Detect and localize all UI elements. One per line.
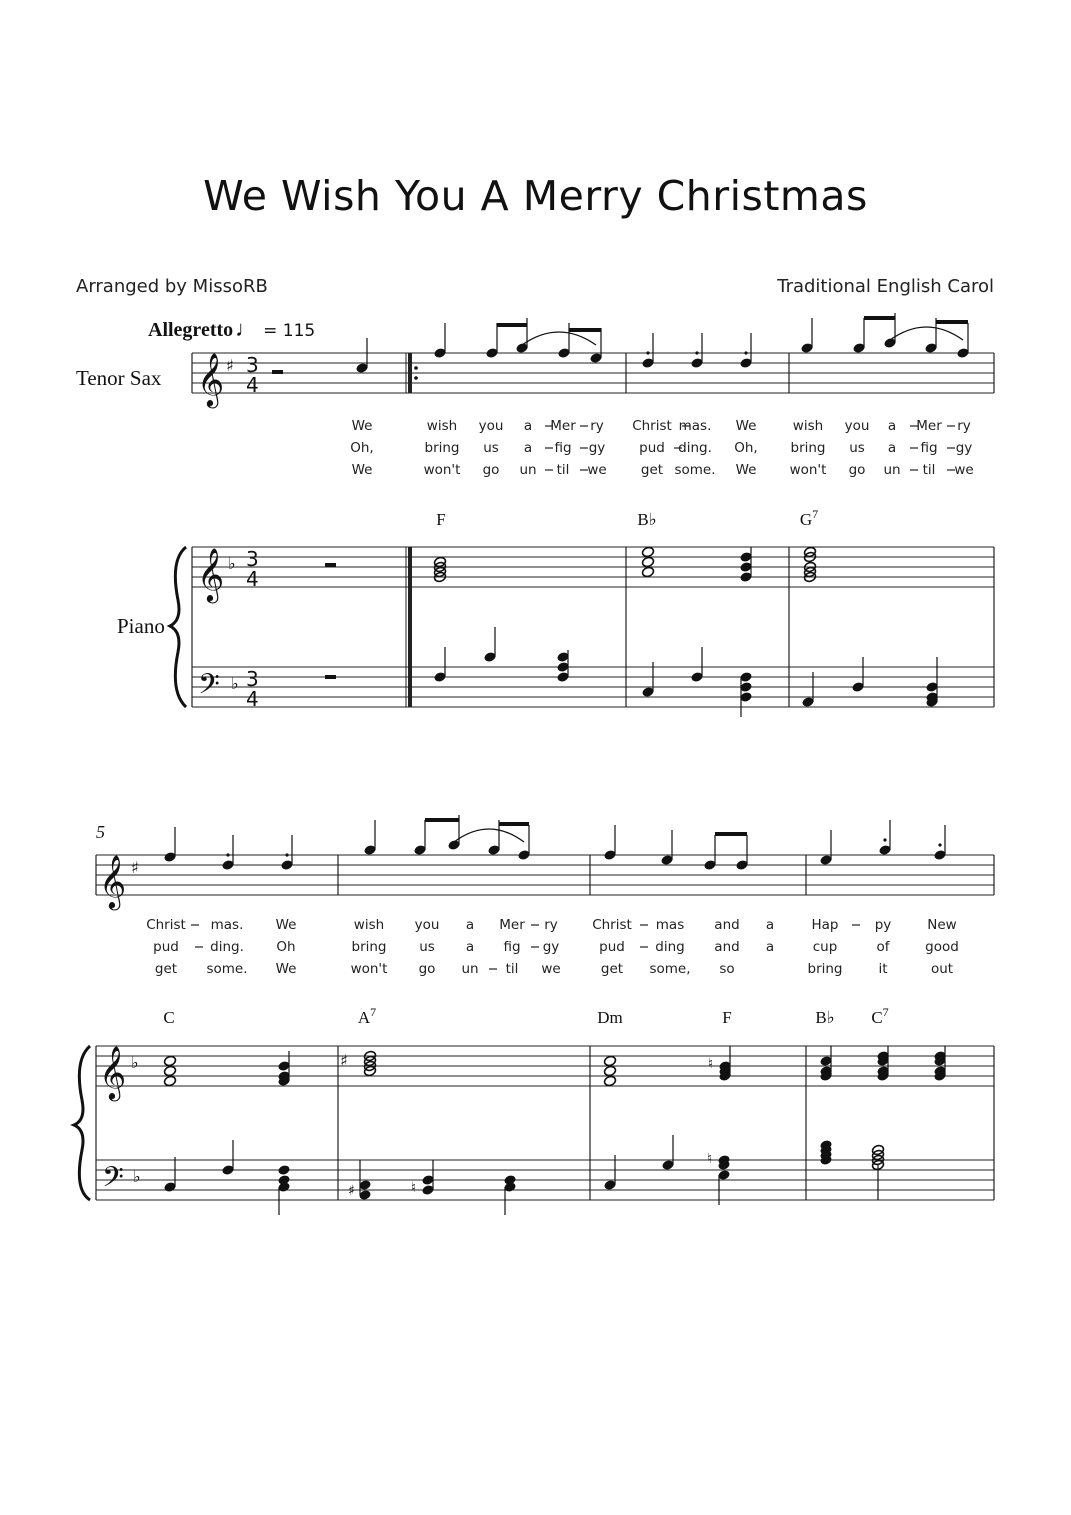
lyric-syllable: py: [874, 917, 892, 933]
lyric-syllable: We: [351, 418, 373, 434]
chord-symbol: Dm: [597, 1008, 623, 1027]
lyric-syllable: get: [600, 961, 624, 977]
lyric-syllable: we: [541, 961, 561, 977]
lyric-syllable: a: [765, 917, 775, 933]
lyric-syllable: wish: [353, 917, 385, 933]
lyric-syllable: ry: [957, 418, 971, 434]
score-title: We Wish You A Merry Christmas: [203, 172, 868, 220]
lyric-syllable: pud: [153, 939, 179, 955]
bass-clef-icon: 𝄢: [198, 668, 220, 708]
flat-icon: ♭: [133, 1167, 141, 1186]
lyric-syllable: of: [876, 939, 890, 955]
lyric-syllable: good: [925, 939, 959, 955]
chord-half-note: [163, 1055, 176, 1067]
lyric-syllable: pud: [639, 440, 665, 456]
rest: [272, 370, 283, 374]
chord-symbol: F: [436, 510, 446, 529]
staccato-dot: [695, 351, 698, 354]
chord-half-note: [641, 546, 654, 558]
treble-clef-icon: 𝄞: [197, 352, 225, 406]
treble-clef-icon: 𝄞: [99, 854, 127, 908]
time-sig-bottom: 4: [246, 687, 259, 711]
lyric-syllable: bring: [790, 440, 826, 456]
lyric-syllable: some.: [206, 961, 248, 977]
chord-half-note: [603, 1065, 616, 1077]
lyric-syllable: us: [483, 440, 499, 456]
chord-symbol: F: [722, 1008, 732, 1027]
lyric-syllable: We: [735, 418, 757, 434]
slur: [454, 829, 524, 842]
lyric-syllable: Christ: [592, 917, 632, 933]
lyric-syllable: un: [883, 462, 901, 478]
lyric-syllable: un: [519, 462, 537, 478]
chord-symbol: C: [163, 1008, 175, 1027]
lyric-syllable: bring: [807, 961, 843, 977]
lyric-syllable: won't: [789, 462, 827, 478]
chord-symbol: $A^7$: [357, 1005, 377, 1027]
lyric-syllable: til: [505, 961, 519, 977]
lyric-syllable: you: [844, 418, 870, 434]
lyric-syllable: we: [954, 462, 974, 478]
lyric-syllable: fig: [920, 440, 938, 456]
beam: [864, 316, 895, 320]
lyric-syllable: We: [351, 462, 373, 478]
lyric-syllable: a: [523, 418, 533, 434]
repeat-dot: [414, 366, 418, 370]
lyric-syllable: you: [414, 917, 440, 933]
lyric-syllable: ding: [655, 939, 685, 955]
chord-half-note: [603, 1055, 616, 1067]
lyric-syllable: a: [887, 418, 897, 434]
lyric-syllable: gy: [542, 939, 560, 955]
time-sig-top: 3: [246, 353, 259, 377]
lyric-syllable: Mer: [499, 917, 525, 933]
lyric-syllable: fig: [554, 440, 572, 456]
lyric-syllable: Oh,: [734, 440, 758, 456]
lyric-syllable: cup: [812, 939, 838, 955]
slur: [522, 332, 596, 345]
brace: [170, 547, 186, 707]
chord-note: [277, 1164, 290, 1176]
lyric-syllable: wish: [792, 418, 824, 434]
lyric-syllable: and: [714, 917, 740, 933]
beam: [936, 320, 968, 324]
lyric-syllable: a: [465, 939, 475, 955]
time-sig-top: 3: [246, 667, 259, 691]
lyric-syllable: Christ: [146, 917, 186, 933]
lyric-syllable: We: [275, 917, 297, 933]
beam: [425, 818, 459, 822]
tempo-value: = 115: [263, 321, 316, 341]
lyric-syllable: We: [275, 961, 297, 977]
lyric-syllable: New: [927, 917, 957, 933]
staccato-dot: [938, 843, 941, 846]
staccato-dot: [226, 853, 229, 856]
flat-icon: ♭: [131, 1053, 139, 1072]
lyric-syllable: til: [556, 462, 570, 478]
sharp-icon: ♯: [226, 356, 234, 375]
chord-half-note: [641, 556, 654, 568]
lyric-syllable: Oh: [276, 939, 296, 955]
lyric-syllable: and: [714, 939, 740, 955]
staccato-dot: [285, 853, 288, 856]
lyric-syllable: bring: [351, 939, 387, 955]
repeat-dot: [414, 376, 418, 380]
lyric-syllable: we: [587, 462, 607, 478]
time-sig-bottom: 4: [246, 373, 259, 397]
chord-symbol: $G^7$: [799, 507, 819, 529]
sharp-icon: ♯: [348, 1183, 355, 1199]
tempo-text: Allegretto: [148, 319, 234, 341]
chord-half-note: [641, 566, 654, 578]
measure-number: 5: [96, 822, 105, 842]
quarter-note-icon: ♩: [235, 316, 258, 341]
rest: [325, 675, 336, 679]
instrument-label-sax: Tenor Sax: [76, 366, 162, 390]
beam: [569, 328, 601, 332]
composer-credit: Traditional English Carol: [777, 276, 994, 297]
lyric-syllable: Mer: [916, 418, 942, 434]
lyric-syllable: ding.: [678, 440, 712, 456]
natural-icon: ♮: [707, 1151, 713, 1167]
lyric-syllable: so: [719, 961, 735, 977]
lyric-syllable: mas: [655, 917, 685, 933]
arranger-credit: Arranged by MissoRB: [76, 276, 268, 297]
natural-icon: ♮: [411, 1180, 417, 1196]
treble-clef-icon: 𝄞: [197, 547, 225, 601]
lyric-syllable: go: [482, 462, 500, 478]
lyric-syllable: get: [154, 961, 178, 977]
lyric-syllable: a: [887, 440, 897, 456]
staccato-dot: [744, 351, 747, 354]
rest: [325, 563, 336, 567]
sharp-icon: ♯: [340, 1051, 348, 1070]
chord-superscript: 7: [370, 1005, 377, 1019]
lyric-syllable: Mer: [550, 418, 576, 434]
beam: [499, 822, 529, 826]
lyric-syllable: ding.: [210, 939, 244, 955]
lyric-syllable: you: [478, 418, 504, 434]
beam: [715, 832, 747, 836]
staccato-dot: [883, 838, 886, 841]
lyric-syllable: un: [461, 961, 479, 977]
lyric-syllable: get: [640, 462, 664, 478]
slur: [890, 327, 963, 340]
lyric-syllable: some.: [674, 462, 716, 478]
lyric-syllable: some,: [649, 961, 691, 977]
flat-icon: ♭: [228, 554, 236, 573]
chord-symbol: B♭: [637, 510, 657, 529]
lyric-syllable: won't: [350, 961, 388, 977]
lyric-syllable: Oh,: [350, 440, 374, 456]
lyric-syllable: fig: [503, 939, 521, 955]
lyric-syllable: go: [418, 961, 436, 977]
lyric-syllable: bring: [424, 440, 460, 456]
lyric-syllable: mas.: [678, 418, 712, 434]
staccato-dot: [646, 351, 649, 354]
treble-clef-icon: 𝄞: [99, 1045, 127, 1099]
chord-symbol: $C^7$: [871, 1005, 889, 1027]
lyric-syllable: ry: [590, 418, 604, 434]
lyric-syllable: a: [765, 939, 775, 955]
lyric-syllable: gy: [955, 440, 973, 456]
lyric-syllable: til: [922, 462, 936, 478]
time-sig-top: 3: [246, 547, 259, 571]
beam: [497, 323, 527, 327]
lyric-syllable: We: [735, 462, 757, 478]
chord-half-note: [163, 1065, 176, 1077]
lyric-syllable: won't: [423, 462, 461, 478]
lyric-syllable: us: [849, 440, 865, 456]
lyric-syllable: a: [523, 440, 533, 456]
lyric-syllable: out: [930, 961, 954, 977]
lyric-syllable: us: [419, 939, 435, 955]
instrument-label-piano: Piano: [117, 614, 165, 638]
lyric-syllable: wish: [426, 418, 458, 434]
lyric-syllable: mas.: [210, 917, 244, 933]
lyric-syllable: pud: [599, 939, 625, 955]
lyric-syllable: a: [465, 917, 475, 933]
sharp-icon: ♯: [131, 858, 139, 877]
chord-half-note: [163, 1075, 176, 1087]
chord-half-note: [603, 1075, 616, 1087]
chord-superscript: 7: [812, 507, 819, 521]
lyric-syllable: ry: [544, 917, 558, 933]
lyric-syllable: Christ: [632, 418, 672, 434]
natural-icon: ♮: [708, 1056, 714, 1072]
lyric-syllable: gy: [588, 440, 606, 456]
lyric-syllable: go: [848, 462, 866, 478]
lyric-syllable: Hap: [811, 917, 839, 933]
lyric-syllable: it: [878, 961, 888, 977]
flat-icon: ♭: [231, 674, 239, 693]
chord-superscript: 7: [882, 1005, 889, 1019]
bass-clef-icon: 𝄢: [102, 1161, 124, 1201]
brace: [74, 1046, 90, 1200]
time-sig-bottom: 4: [246, 567, 259, 591]
chord-symbol: B♭: [815, 1008, 835, 1027]
